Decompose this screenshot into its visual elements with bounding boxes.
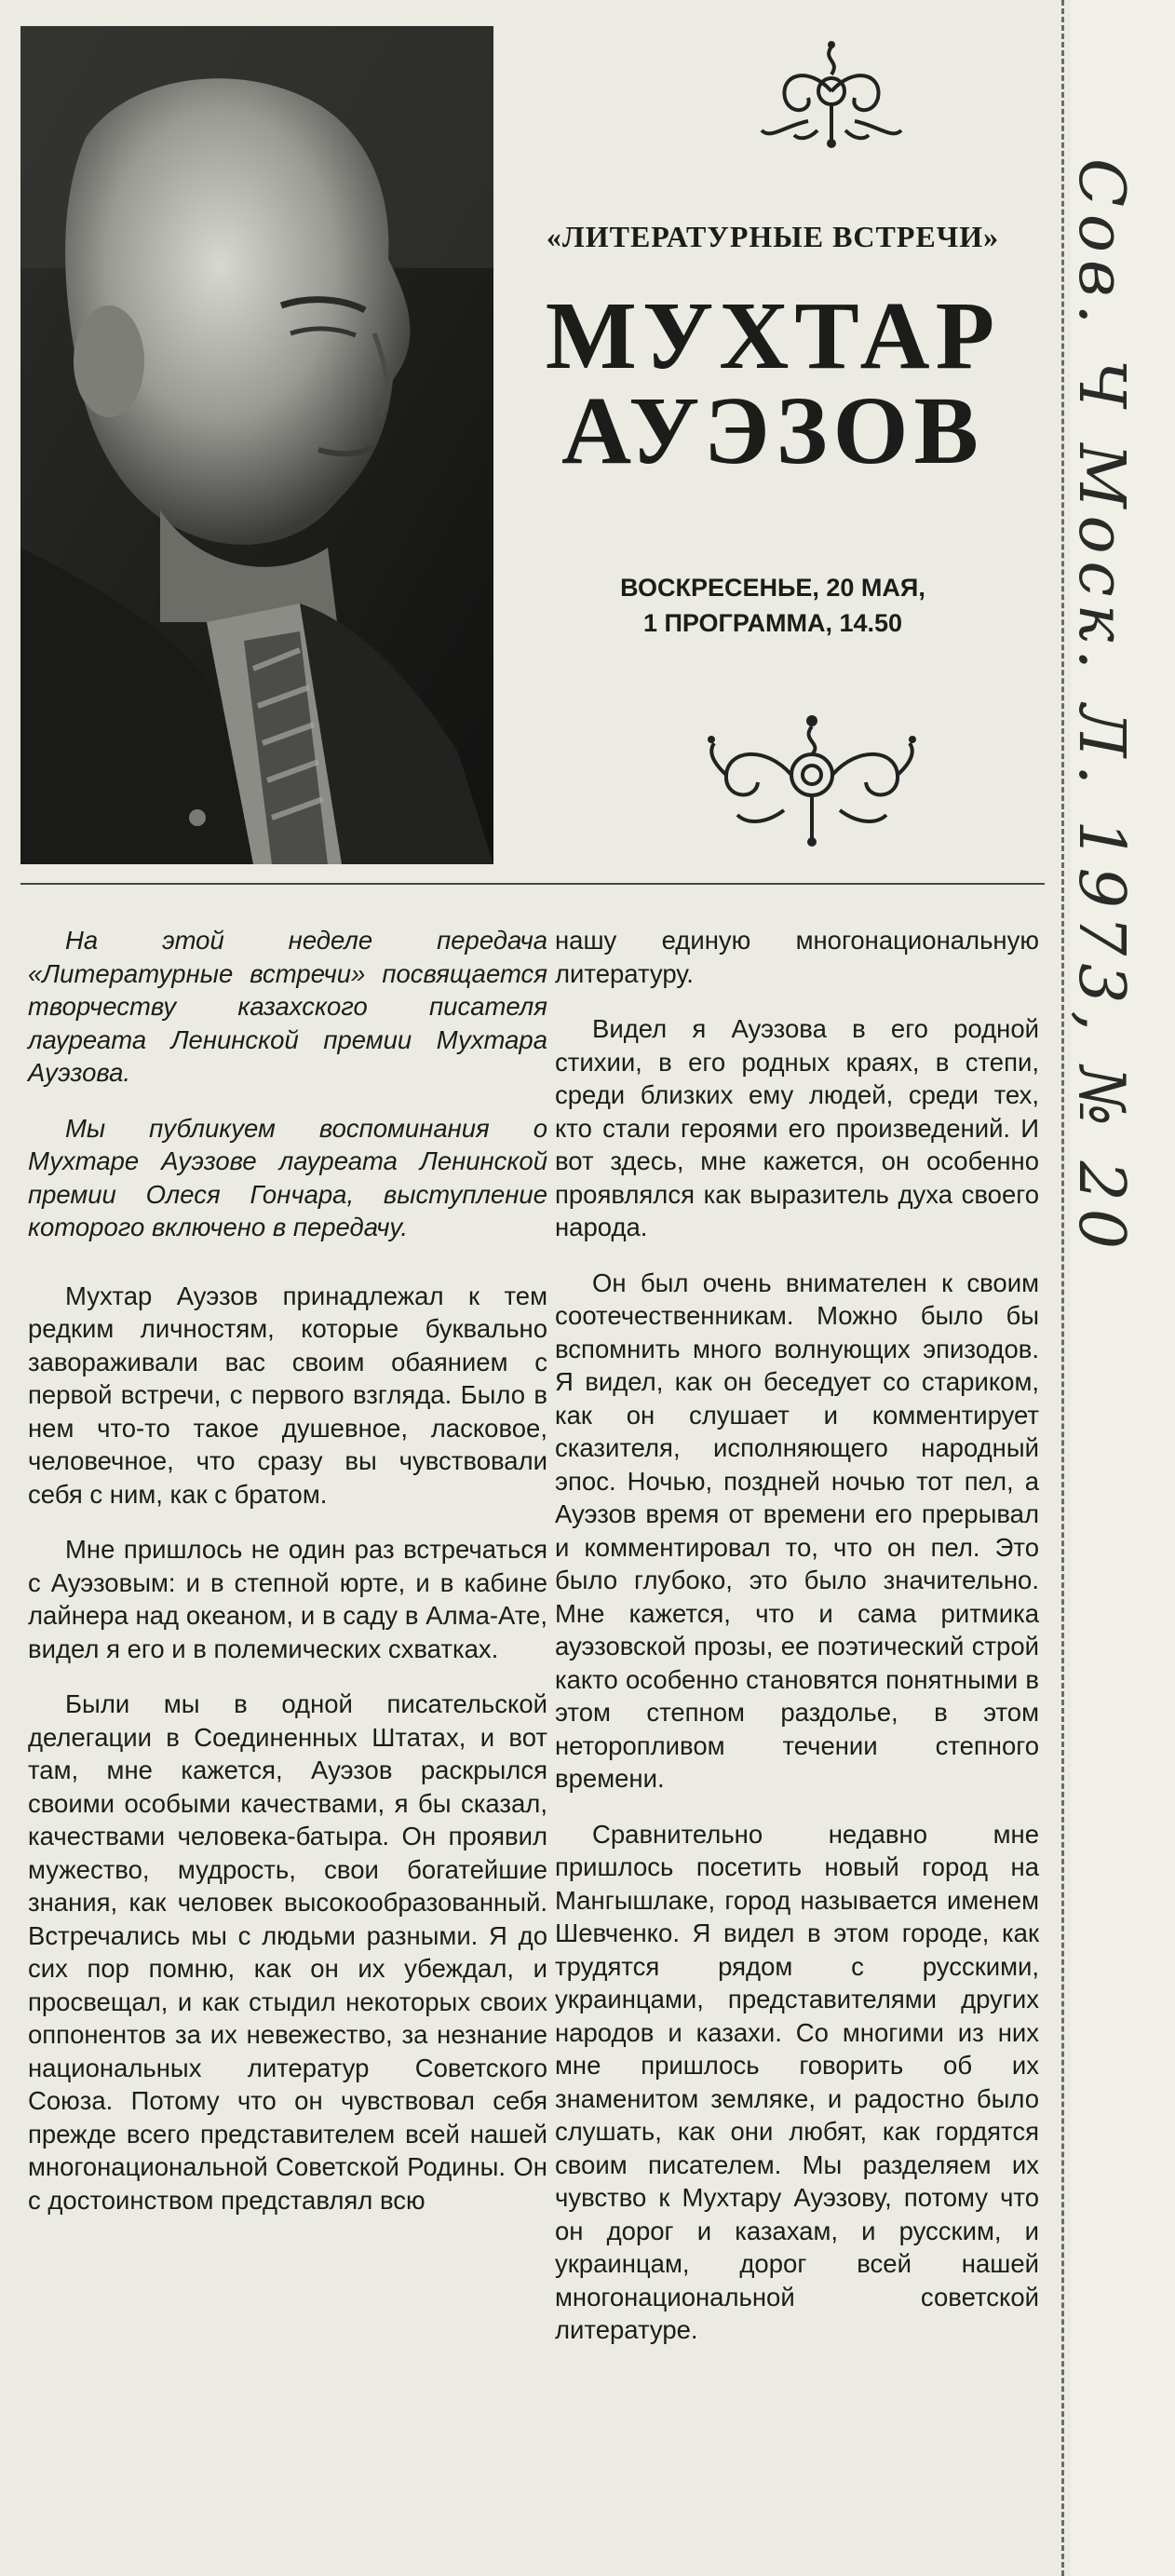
author-portrait-photo xyxy=(20,26,493,864)
section-divider xyxy=(20,883,1045,885)
body-paragraph: Сравнительно недавно мне пришлось посетить новый город на Мангышлаке, город называется именем Шевченко. Я видел в этом городе, как трудятся рядом с русскими, украинцами, представителями других народов и казахи. Со многими из них мне пришлось говорить об их знаменитом земляке, и радостно было слушать, как они любят, как гордятся своим писателем. Мы разделяем их чувство к Мухтару Ауэзову, потому что он дорог и казахам, и русским, и украинцам, дорог всей нашей многонациональной советской литературе. xyxy=(555,1819,1039,2344)
body-paragraph: Мне пришлось не один раз встречаться с Ауэзовым: и в степной юрте, и в кабине лайнера над океаном, и в саду в Алма-Ате, видел я его и в полемических схватках. xyxy=(28,1535,547,1663)
broadcast-schedule xyxy=(521,570,1024,641)
body-paragraph: Были мы в одной писательской делегации в Соединенных Штатах, и вот там, мне кажется, Ауэзов раскрылся своими особыми качествами, я бы сказал, качествами человека-батыра. Он проявил мужество, мудрость, свои богатейшие знания, как человек высокообразованный. Встречались мы с людьми разными. Я до сих пор помню, как он их убеждал, и просвещал, и как стыдил некоторых своих оппонентов за их невежество, за незнание национальных литератур Советского Союза. Потому что он чувствовал себя прежде всего представителем всей нашей многонациональной Советской Родины. Он с достоинством представлял всю xyxy=(28,1689,547,2215)
article-column-left xyxy=(28,924,547,2239)
schedule-line-1: ВОСКРЕСЕНЬЕ, 20 МАЯ, xyxy=(620,574,925,602)
intro-paragraph: Мы публикуем воспоминания о Мухтаре Ауэзове лауреата Ленинской премии Олеся Гончара, выступление которого включено в передачу. xyxy=(28,1113,547,1241)
decorative-ornament-bottom xyxy=(700,708,924,847)
article-title xyxy=(521,282,1024,484)
body-paragraph: Видел я Ауэзова в его родной стихии, в его родных краях, в степи, среди близких ему людей, среди тех, кто стали героями его произведений. И вот здесь, мне кажется, он особенно проявлялся как выразитель духа своего народа. xyxy=(555,1014,1039,1241)
body-paragraph: Мухтар Ауэзов принадлежал к тем редким личностям, которые буквально завораживали вас своим обаянием с первой встречи, с первого взгляда. Было в нем что-то такое душевное, ласковое, человечное, что сразу вы чувствовали себя с ним, как с братом. xyxy=(28,1281,547,1509)
body-paragraph: нашу единую многонациональную литературу. xyxy=(555,926,1039,988)
schedule-line-2: 1 ПРОГРАММА, 14.50 xyxy=(642,609,903,637)
handwritten-source-note: Сов. Ч Моск. Л. 1973, № 20 xyxy=(1064,158,1138,1257)
title-line-2: АУЭЗОВ xyxy=(561,377,984,484)
portrait-image xyxy=(20,26,493,864)
title-line-1: МУХТАР xyxy=(545,282,1001,389)
article-column-right xyxy=(555,924,1039,2369)
body-paragraph: Он был очень внимателен к своим соотечественникам. Можно было бы вспомнить много волнующих эпизодов. Я видел, как он беседует со стариком, как он слушает и комментирует сказителя, исполняющего народный эпос. Ночью, поздней ночью тот пел, а Ауэзов время от времени его прерывал и комментировал то, что он пел. Это было глубоко, это было значительно. Мне кажется, что и сама ритмика ауэзовской прозы, ее поэтический строй както особенно становятся понятными в этом степном раздолье, в этом неторопливом течении степного времени. xyxy=(555,1268,1039,1793)
decorative-ornament-top xyxy=(752,37,911,149)
intro-paragraph: На этой неделе передача «Литературные встречи» посвящается творчеству казахского писателя лауреата Ленинской премии Мухтара Ауэзова. xyxy=(28,926,547,1087)
series-label: «ЛИТЕРАТУРНЫЕ ВСТРЕЧИ» xyxy=(546,220,1000,253)
